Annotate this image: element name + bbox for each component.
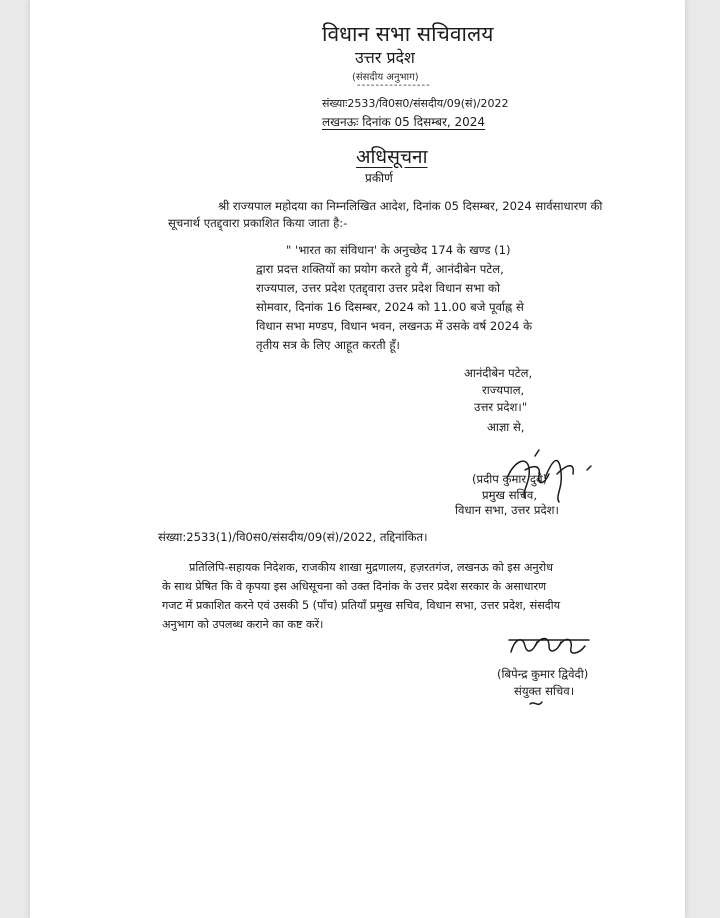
governor-state: उत्तर प्रदेश।" [474, 400, 528, 414]
initial-mark [528, 698, 546, 710]
governor-name: आनंदीबेन पटेल, [464, 366, 533, 380]
principal-secretary-designation: प्रमुख सचिव, [482, 488, 538, 502]
copy-reference-number: संख्या:2533(1)/वि0स0/संसदीय/09(सं)/2022, तद्दिनांकित। [158, 530, 428, 544]
copy-text-line-2: के साथ प्रेषित कि वे कृपया इस अधिसूचना को उक्त दिनांक के उत्तर प्रदेश सरकार के असाधारण [162, 580, 547, 593]
place-date: लखनऊः दिनांक 05 दिसम्बर, 2024 [322, 115, 486, 129]
intro-line-2: सूचनार्थ एतद्द्वारा प्रकाशित किया जाता है:- [168, 216, 348, 230]
copy-text-line-4: अनुभाग को उपलब्ध कराने का कष्ट करें। [162, 618, 324, 631]
notification-subtitle: प्रकीर्ण [365, 171, 393, 185]
order-line-5: विधान सभा मण्डप, विधान भवन, लखनऊ में उसके वर्ष 2024 के [256, 319, 532, 333]
principal-secretary-name: (प्रदीप कुमार दुबे) [472, 472, 548, 486]
section-name: (संसदीय अनुभाग) [352, 72, 419, 83]
office-name: विधान सभा सचिवालय [322, 22, 494, 46]
order-line-6: तृतीय सत्र के लिए आहूत करती हूँ। [256, 338, 400, 352]
joint-secretary-designation: संयुक्त सचिव। [514, 684, 575, 698]
order-line-2: द्वारा प्रदत्त शक्तियों का प्रयोग करते हुये मैं, आनंदीबेन पटेल, [256, 262, 504, 276]
header-divider: ---------------- [357, 80, 431, 91]
order-line-1: " 'भारत का संविधान' के अनुच्छेद 174 के खण्ड (1) [286, 243, 511, 257]
by-order-text: आज्ञा से, [487, 420, 525, 434]
reference-number: संख्याः2533/वि0स0/संसदीय/09(सं)/2022 [322, 97, 509, 110]
intro-line-1: श्री राज्यपाल महोदया का निम्नलिखित आदेश, दिनांक 05 दिसम्बर, 2024 सार्वसाधारण की [218, 199, 603, 213]
copy-text-line-1: प्रतिलिपि-सहायक निदेशक, राजकीय शाखा मुद्रणालय, हज़रतगंज, लखनऊ को इस अनुरोध [189, 561, 553, 574]
notification-title: अधिसूचना [356, 146, 428, 168]
joint-secretary-signature [505, 628, 595, 662]
joint-secretary-name: (बिपेन्द्र कुमार द्विवेदी) [497, 667, 589, 681]
principal-secretary-office: विधान सभा, उत्तर प्रदेश। [455, 503, 559, 517]
order-line-3: राज्यपाल, उत्तर प्रदेश एतद्द्वारा उत्तर प्रदेश विधान सभा को [256, 281, 500, 295]
order-line-4: सोमवार, दिनांक 16 दिसम्बर, 2024 को 11.00 बजे पूर्वाह्न से [256, 300, 524, 314]
state-name: उत्तर प्रदेश [355, 48, 415, 67]
copy-text-line-3: गजट में प्रकाशित करने एवं उसकी 5 (पाँच) प्रतियाँ प्रमुख सचिव, विधान सभा, उत्तर प्रदेश, संसदीय [162, 599, 561, 612]
governor-designation: राज्यपाल, [482, 383, 525, 397]
